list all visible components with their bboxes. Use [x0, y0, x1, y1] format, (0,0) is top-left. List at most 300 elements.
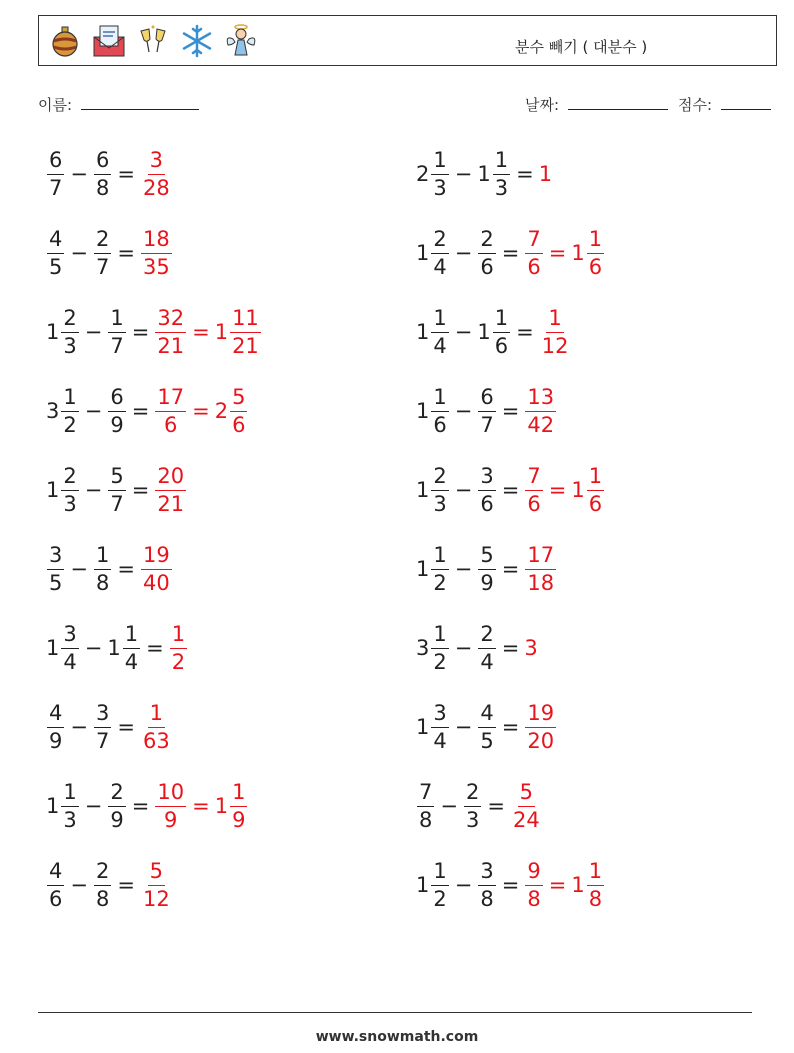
score-blank [721, 95, 771, 110]
mixed-number [477, 147, 511, 200]
whole-part: 1 [416, 399, 430, 423]
equals-sign: = [501, 399, 520, 423]
numerator: 3 [61, 624, 78, 649]
fraction [108, 305, 125, 358]
fraction [431, 463, 448, 516]
answer [140, 226, 173, 279]
snowflake-icon [179, 23, 215, 59]
mixed-number [107, 463, 126, 516]
numerator: 2 [431, 466, 448, 491]
fraction [61, 621, 78, 674]
numerator: 1 [431, 545, 448, 570]
denominator: 9 [232, 807, 246, 832]
numerator: 7 [525, 466, 542, 491]
fraction [170, 621, 187, 674]
mixed-number [539, 162, 553, 186]
numerator: 5 [230, 387, 247, 412]
problem-left-1 [46, 146, 173, 202]
denominator: 9 [480, 570, 494, 595]
answer [140, 858, 173, 911]
denominator: 3 [433, 175, 447, 200]
denominator: 7 [110, 491, 124, 516]
fraction [431, 542, 448, 595]
whole-part: 3 [46, 399, 60, 423]
mixed-number [46, 542, 65, 595]
mixed-number [524, 384, 557, 437]
denominator: 3 [63, 333, 77, 358]
minus-sign: − [70, 715, 88, 739]
denominator: 3 [63, 807, 77, 832]
denominator: 6 [527, 254, 541, 279]
numerator: 2 [94, 861, 111, 886]
minus-sign: − [454, 241, 473, 265]
fraction [123, 621, 140, 674]
equals-sign: = [146, 636, 164, 660]
denominator: 40 [142, 570, 170, 595]
mixed-number [154, 779, 187, 832]
fraction [525, 858, 542, 911]
mixed-number [416, 542, 450, 595]
mixed-number [477, 700, 496, 753]
answer [169, 621, 188, 674]
answer [154, 384, 187, 437]
answer [524, 226, 543, 279]
mixed-number [140, 147, 173, 200]
fraction [108, 384, 125, 437]
numerator: 1 [170, 624, 187, 649]
header-icons [47, 23, 259, 59]
fraction [108, 463, 125, 516]
numerator: 10 [155, 782, 186, 807]
mixed-number [46, 147, 65, 200]
numerator: 17 [155, 387, 186, 412]
mixed-number [416, 226, 450, 279]
mixed-number [524, 858, 543, 911]
answer-mixed-form [214, 305, 262, 358]
minus-sign: − [84, 636, 103, 660]
whole-part: 3 [416, 636, 430, 660]
mixed-number [46, 858, 65, 911]
fraction [587, 226, 604, 279]
numerator: 1 [61, 387, 78, 412]
numerator: 1 [431, 624, 448, 649]
equals-sign: = [501, 241, 520, 265]
numerator: 6 [108, 387, 125, 412]
worksheet-title: 분수 빼기 ( 대분수 ) [515, 38, 648, 56]
minus-sign: − [70, 162, 88, 186]
minus-sign: − [84, 478, 103, 502]
mixed-number [477, 858, 496, 911]
minus-sign: − [454, 636, 473, 660]
fraction [493, 147, 510, 200]
fraction [94, 700, 111, 753]
whole-part: 2 [416, 162, 430, 186]
equals-sign: = [501, 873, 520, 897]
angel-icon [223, 23, 259, 59]
fraction [61, 305, 78, 358]
answer [140, 542, 173, 595]
answer [524, 700, 557, 753]
whole-part: 1 [571, 478, 585, 502]
answer-equals-sign: = [192, 399, 210, 423]
problem-left-5 [46, 462, 187, 518]
mixed-number [154, 384, 187, 437]
denominator: 35 [142, 254, 170, 279]
whole-part: 1 [538, 162, 553, 186]
ornament-icon [47, 23, 83, 59]
fraction [431, 858, 448, 911]
equals-sign: = [131, 399, 150, 423]
denominator: 7 [95, 254, 110, 279]
problem-right-5 [416, 462, 605, 518]
denominator: 9 [110, 412, 124, 437]
whole-part: 1 [416, 241, 430, 265]
numerator: 4 [47, 229, 64, 254]
mixed-number [524, 226, 543, 279]
answer [539, 305, 572, 358]
fraction [61, 463, 78, 516]
equals-sign: = [516, 162, 534, 186]
fraction [108, 779, 125, 832]
denominator: 2 [433, 570, 447, 595]
mixed-number [140, 858, 173, 911]
numerator: 5 [108, 466, 125, 491]
mixed-number [524, 636, 538, 660]
footer-divider [38, 1012, 752, 1013]
fraction [47, 226, 64, 279]
denominator: 8 [588, 886, 603, 911]
numerator: 3 [47, 545, 64, 570]
numerator: 6 [47, 150, 64, 175]
denominator: 8 [95, 886, 110, 911]
problem-left-2 [46, 225, 173, 281]
numerator: 1 [230, 782, 247, 807]
mixed-number [140, 700, 173, 753]
numerator: 3 [148, 150, 165, 175]
minus-sign: − [70, 241, 88, 265]
fraction [540, 305, 571, 358]
numerator: 7 [525, 229, 542, 254]
problem-right-9 [416, 778, 543, 834]
numerator: 3 [478, 466, 495, 491]
fraction [61, 384, 78, 437]
whole-part: 1 [416, 715, 430, 739]
mixed-number [524, 463, 543, 516]
date-label: 날짜: [525, 96, 560, 114]
denominator: 42 [527, 412, 555, 437]
fraction [230, 384, 247, 437]
denominator: 4 [433, 333, 447, 358]
mixed-number [107, 305, 126, 358]
fraction [587, 463, 604, 516]
denominator: 2 [433, 649, 447, 674]
fraction [431, 226, 448, 279]
numerator: 19 [141, 545, 172, 570]
fraction [94, 542, 111, 595]
problem-right-6 [416, 541, 557, 597]
denominator: 4 [63, 649, 77, 674]
mixed-number [539, 305, 572, 358]
whole-part: 1 [571, 241, 585, 265]
problem-left-7 [46, 620, 188, 676]
mixed-number [416, 147, 450, 200]
numerator: 7 [417, 782, 434, 807]
denominator: 2 [171, 649, 186, 674]
answer [154, 463, 187, 516]
numerator: 6 [94, 150, 111, 175]
numerator: 1 [148, 703, 165, 728]
fraction [431, 305, 448, 358]
mixed-number [416, 700, 450, 753]
denominator: 20 [527, 728, 555, 753]
numerator: 1 [431, 861, 448, 886]
whole-part: 1 [477, 162, 491, 186]
numerator: 3 [94, 703, 111, 728]
mixed-number [571, 463, 605, 516]
numerator: 1 [108, 308, 125, 333]
fraction [155, 305, 186, 358]
equals-sign: = [501, 715, 520, 739]
numerator: 20 [155, 466, 186, 491]
whole-part: 1 [477, 320, 491, 344]
numerator: 2 [94, 229, 111, 254]
problem-right-2 [416, 225, 605, 281]
mixed-number [524, 542, 557, 595]
footer-url: www.snowmath.com [315, 1029, 479, 1045]
fraction [511, 779, 542, 832]
denominator: 63 [142, 728, 170, 753]
fraction [478, 542, 495, 595]
equals-sign: = [487, 794, 505, 818]
minus-sign: − [454, 162, 473, 186]
equals-sign: = [117, 162, 135, 186]
denominator: 21 [157, 491, 185, 516]
denominator: 3 [433, 491, 447, 516]
numerator: 5 [478, 545, 495, 570]
fraction [230, 305, 261, 358]
numerator: 6 [478, 387, 495, 412]
denominator: 3 [494, 175, 509, 200]
numerator: 1 [587, 861, 604, 886]
numerator: 5 [518, 782, 535, 807]
minus-sign: − [454, 557, 473, 581]
mixed-number [107, 384, 126, 437]
mixed-number [477, 463, 496, 516]
mixed-number [477, 226, 496, 279]
whole-part: 1 [46, 636, 60, 660]
answer [140, 147, 173, 200]
mixed-number [46, 621, 80, 674]
denominator: 6 [480, 254, 494, 279]
minus-sign: − [454, 715, 473, 739]
denominator: 5 [49, 570, 63, 595]
problem-right-10 [416, 857, 605, 913]
minus-sign: − [84, 399, 103, 423]
mixed-number [154, 463, 187, 516]
mixed-number [46, 384, 80, 437]
numerator: 2 [61, 466, 78, 491]
numerator: 1 [431, 150, 448, 175]
problem-right-3 [416, 304, 571, 360]
denominator: 5 [49, 254, 63, 279]
equals-sign: = [131, 320, 150, 344]
problem-left-10 [46, 857, 173, 913]
fraction [47, 147, 64, 200]
denominator: 2 [63, 412, 77, 437]
fraction [525, 226, 542, 279]
mixed-number [416, 384, 450, 437]
numerator: 1 [587, 466, 604, 491]
problem-right-4 [416, 383, 557, 439]
fraction [525, 384, 556, 437]
whole-part: 1 [46, 478, 60, 502]
mixed-number [214, 779, 249, 832]
answer [154, 779, 187, 832]
fraction [478, 700, 495, 753]
fraction [94, 858, 111, 911]
answer [154, 305, 187, 358]
denominator: 9 [110, 807, 124, 832]
denominator: 6 [480, 491, 494, 516]
mixed-number [477, 384, 496, 437]
whole-part: 1 [214, 794, 229, 818]
denominator: 8 [95, 175, 110, 200]
denominator: 4 [124, 649, 139, 674]
answer-mixed-form [571, 463, 605, 516]
whole-part: 1 [416, 557, 430, 581]
denominator: 2 [433, 886, 447, 911]
numerator: 5 [148, 861, 165, 886]
whole-part: 1 [214, 320, 229, 344]
answer-mixed-form [571, 858, 605, 911]
whole-part: 1 [416, 478, 430, 502]
numerator: 1 [431, 308, 448, 333]
problem-left-9 [46, 778, 248, 834]
minus-sign: − [70, 873, 88, 897]
equals-sign: = [117, 241, 135, 265]
mixed-number [93, 542, 112, 595]
denominator: 8 [527, 886, 541, 911]
fraction [464, 779, 481, 832]
whole-part: 1 [46, 794, 60, 818]
fraction [431, 700, 448, 753]
denominator: 21 [232, 333, 259, 358]
denominator: 3 [63, 491, 77, 516]
equals-sign: = [117, 873, 135, 897]
numerator: 13 [525, 387, 556, 412]
mixed-number [154, 305, 187, 358]
answer [524, 858, 543, 911]
minus-sign: − [454, 478, 473, 502]
whole-part: 1 [416, 320, 430, 344]
denominator: 5 [480, 728, 494, 753]
mixed-number [140, 542, 173, 595]
denominator: 6 [232, 412, 246, 437]
fraction [155, 463, 186, 516]
denominator: 8 [480, 886, 494, 911]
answer [140, 700, 173, 753]
wish-list-letter-icon [91, 23, 127, 59]
minus-sign: − [454, 320, 473, 344]
denominator: 9 [49, 728, 63, 753]
equals-sign: = [117, 557, 135, 581]
problem-right-8 [416, 699, 557, 755]
fraction [47, 858, 64, 911]
equals-sign: = [501, 636, 520, 660]
denominator: 8 [419, 807, 433, 832]
mixed-number [46, 226, 65, 279]
mixed-number [524, 700, 557, 753]
fraction [587, 858, 604, 911]
fraction [155, 384, 186, 437]
fraction [94, 226, 111, 279]
denominator: 7 [110, 333, 124, 358]
mixed-number [510, 779, 543, 832]
answer [524, 636, 538, 660]
answer-equals-sign: = [548, 241, 567, 265]
fraction [431, 384, 448, 437]
fraction [525, 700, 556, 753]
numerator: 2 [478, 229, 495, 254]
mixed-number [214, 384, 249, 437]
mixed-number [107, 621, 141, 674]
fraction [525, 463, 542, 516]
numerator: 4 [47, 703, 64, 728]
fraction [417, 779, 434, 832]
denominator: 4 [433, 254, 447, 279]
equals-sign: = [117, 715, 135, 739]
numerator: 19 [525, 703, 556, 728]
answer-mixed-form [214, 384, 249, 437]
name-blank [81, 95, 199, 110]
mixed-number [93, 858, 112, 911]
fraction [431, 147, 448, 200]
minus-sign: − [84, 794, 103, 818]
problem-left-3 [46, 304, 262, 360]
numerator: 3 [478, 861, 495, 886]
numerator: 4 [47, 861, 64, 886]
equals-sign: = [501, 478, 520, 502]
champagne-toast-icon [135, 23, 171, 59]
denominator: 6 [588, 491, 603, 516]
denominator: 6 [494, 333, 509, 358]
name-label: 이름: [38, 96, 73, 114]
mixed-number [46, 305, 80, 358]
numerator: 3 [431, 703, 448, 728]
mixed-number [46, 779, 80, 832]
answer-equals-sign: = [192, 794, 210, 818]
mixed-number [477, 305, 511, 358]
numerator: 18 [141, 229, 172, 254]
mixed-number [571, 226, 605, 279]
numerator: 1 [546, 308, 563, 333]
mixed-number [477, 542, 496, 595]
numerator: 17 [525, 545, 556, 570]
answer-mixed-form [214, 779, 249, 832]
fraction [141, 700, 172, 753]
fraction [493, 305, 510, 358]
score-field [678, 94, 771, 115]
equals-sign: = [501, 557, 520, 581]
numerator: 2 [108, 782, 125, 807]
numerator: 2 [464, 782, 481, 807]
mixed-number [463, 779, 482, 832]
numerator: 32 [155, 308, 186, 333]
date-blank [568, 95, 668, 110]
numerator: 1 [493, 308, 510, 333]
denominator: 6 [164, 412, 178, 437]
fraction [47, 700, 64, 753]
